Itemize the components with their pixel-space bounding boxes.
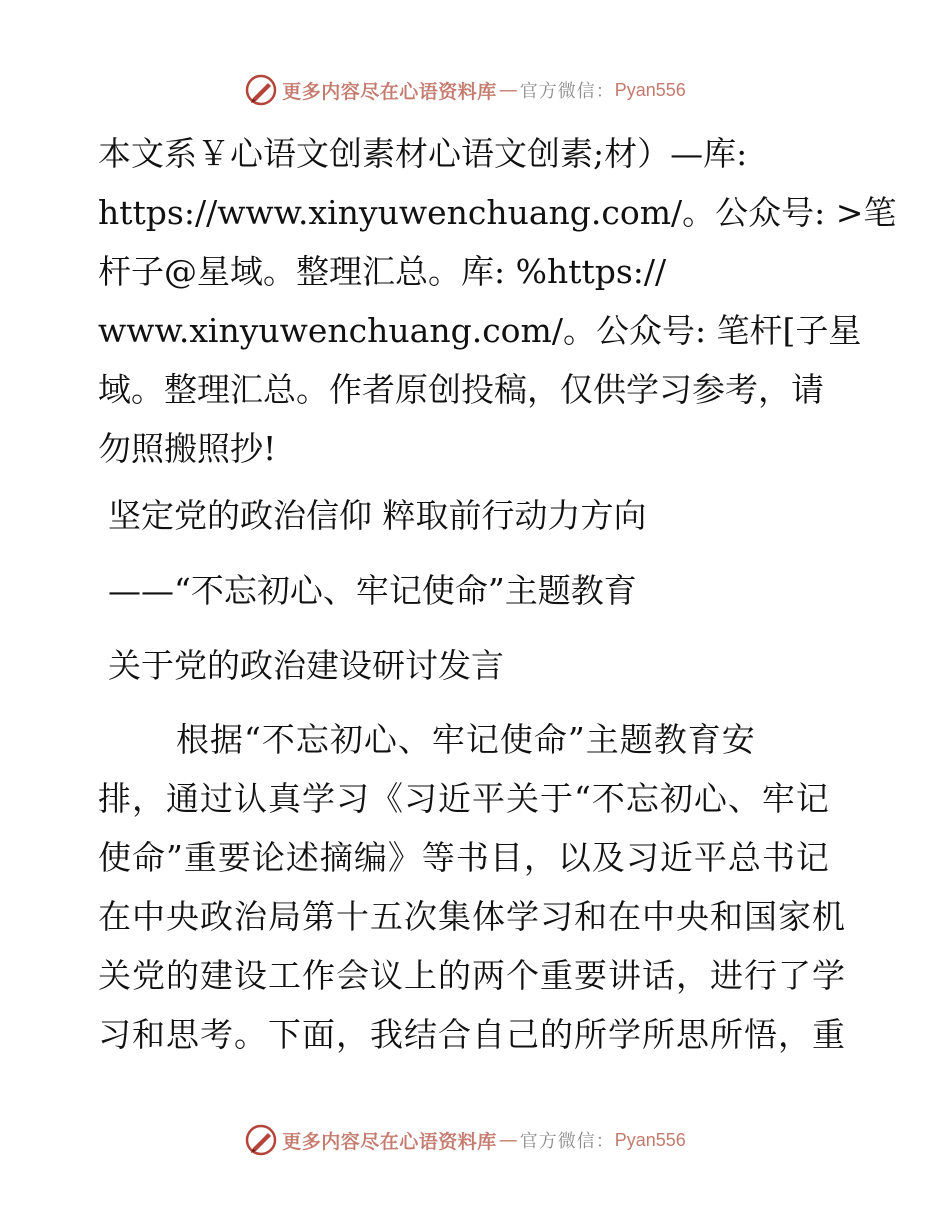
disclaimer-line: www.xinyuwenchuang.com/。公众号: 笔杆[子星 bbox=[98, 311, 862, 350]
body-paragraph bbox=[98, 710, 858, 1064]
disclaimer-line: 杆子@星域。整理汇总。库: %https:// bbox=[98, 252, 667, 291]
document-subtitle: ——“不忘初心、牢记使命”主题教育 bbox=[108, 571, 637, 610]
body-line: 关党的建设工作会议上的两个重要讲话，进行了学 bbox=[98, 956, 846, 995]
banner-title: 更多内容尽在心语资料库 bbox=[282, 1130, 497, 1153]
disclaimer-line: 域。整理汇总。作者原创投稿，仅供学习参考，请 bbox=[98, 370, 824, 409]
disclaimer-line: 本文系￥心语文创素材心语文创素;材）—库: bbox=[98, 134, 748, 173]
banner-title: 更多内容尽在心语资料库 bbox=[282, 80, 497, 103]
header-banner bbox=[0, 70, 950, 110]
pen-logo-icon bbox=[244, 1123, 278, 1157]
banner-separator: — bbox=[498, 1129, 518, 1151]
disclaimer-paragraph bbox=[98, 124, 897, 478]
body-line: 使命”重要论述摘编》等书目，以及习近平总书记 bbox=[98, 838, 830, 877]
body-line: 在中央政治局第十五次集体学习和在中央和国家机 bbox=[98, 897, 846, 936]
banner-wechat-id: Pyan556 bbox=[614, 79, 686, 100]
banner-wechat-label: 官方微信： bbox=[519, 1131, 615, 1152]
document-subtitle-2: 关于党的政治建设研讨发言 bbox=[108, 646, 504, 685]
pen-logo-icon bbox=[244, 73, 278, 107]
banner-wechat-label: 官方微信： bbox=[519, 81, 615, 102]
document-title: 坚定党的政治信仰 粹取前行动力方向 bbox=[108, 496, 647, 535]
disclaimer-line: 勿照搬照抄! bbox=[98, 429, 277, 468]
body-line: 根据“不忘初心、牢记使命”主题教育安 bbox=[176, 720, 756, 759]
footer-banner bbox=[0, 1120, 950, 1160]
banner-wechat-id: Pyan556 bbox=[614, 1129, 686, 1150]
banner-separator: — bbox=[498, 79, 518, 101]
body-line: 习和思考。下面，我结合自己的所学所思所悟，重 bbox=[98, 1015, 846, 1054]
body-line: 排，通过认真学习《习近平关于“不忘初心、牢记 bbox=[98, 779, 830, 818]
disclaimer-line: https://www.xinyuwenchuang.com/。公众号: >笔 bbox=[98, 193, 897, 232]
